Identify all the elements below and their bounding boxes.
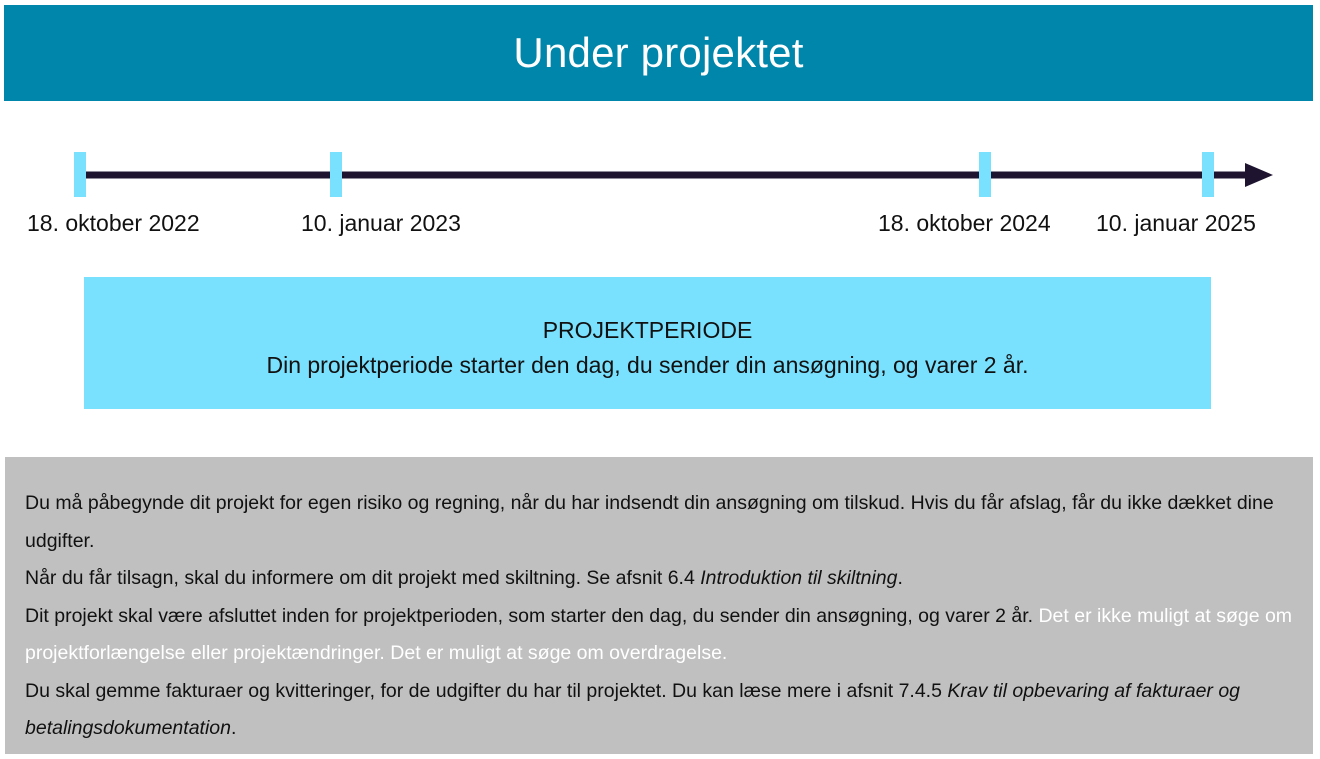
info-paragraph-2-reference: Introduktion til skiltning <box>700 567 898 589</box>
info-paragraph-4-text: Du skal gemme fakturaer og kvitteringer, for de udgifter du har til projektet. Du kan læse mere i afsnit 7.4.5 <box>25 679 948 702</box>
info-paragraph-3-text: Dit projekt skal være afsluttet inden for projektperioden, som starter den dag, du sender din ansøgning, og varer 2 år. <box>25 604 1039 627</box>
timeline-marker-2 <box>330 152 342 197</box>
info-paragraph-3-highlight: Det er ikke muligt at søge om projektforlængelse eller projektændringer. Det er muligt at søge om overdragelse. <box>25 604 1293 664</box>
project-period-box <box>84 277 1211 409</box>
timeline-date-3: 18. oktober 2024 <box>878 210 1051 236</box>
project-period-description: Din projektperiode starter den dag, du sender din ansøgning, og varer 2 år. <box>266 352 1029 378</box>
timeline-date-2: 10. januar 2023 <box>301 210 461 236</box>
timeline <box>0 140 1320 250</box>
timeline-arrowhead <box>1245 163 1273 187</box>
info-paragraph-3 <box>25 598 1295 673</box>
timeline-graphic <box>0 140 1320 210</box>
info-paragraph-4-reference: Krav til opbevaring af fakturaer og betalingsdokumentation <box>25 679 1241 739</box>
title-banner <box>4 5 1313 101</box>
info-paragraph-2-end: . <box>897 567 903 589</box>
info-paragraph-4-end: . <box>230 717 237 739</box>
info-paragraph-4 <box>25 673 1295 748</box>
project-period-title: PROJEKTPERIODE <box>542 317 753 343</box>
timeline-marker-3 <box>979 152 991 197</box>
info-paragraph-2 <box>25 560 1295 598</box>
timeline-marker-1 <box>74 152 86 197</box>
info-paragraph-2-text: Når du får tilsagn, skal du informere om dit projekt med skiltning. Se afsnit 6.4 <box>25 567 701 589</box>
timeline-marker-4 <box>1202 152 1214 197</box>
timeline-date-1: 18. oktober 2022 <box>27 210 200 236</box>
info-box <box>5 457 1313 754</box>
page-title: Under projektet <box>513 29 804 76</box>
info-paragraph-1: Du må påbegynde dit projekt for egen risiko og regning, når du har indsendt din ansøgning om tilskud. Hvis du får afslag, får du ikke dækket dine udgifter. <box>25 492 1274 552</box>
timeline-date-4: 10. januar 2025 <box>1096 210 1256 236</box>
